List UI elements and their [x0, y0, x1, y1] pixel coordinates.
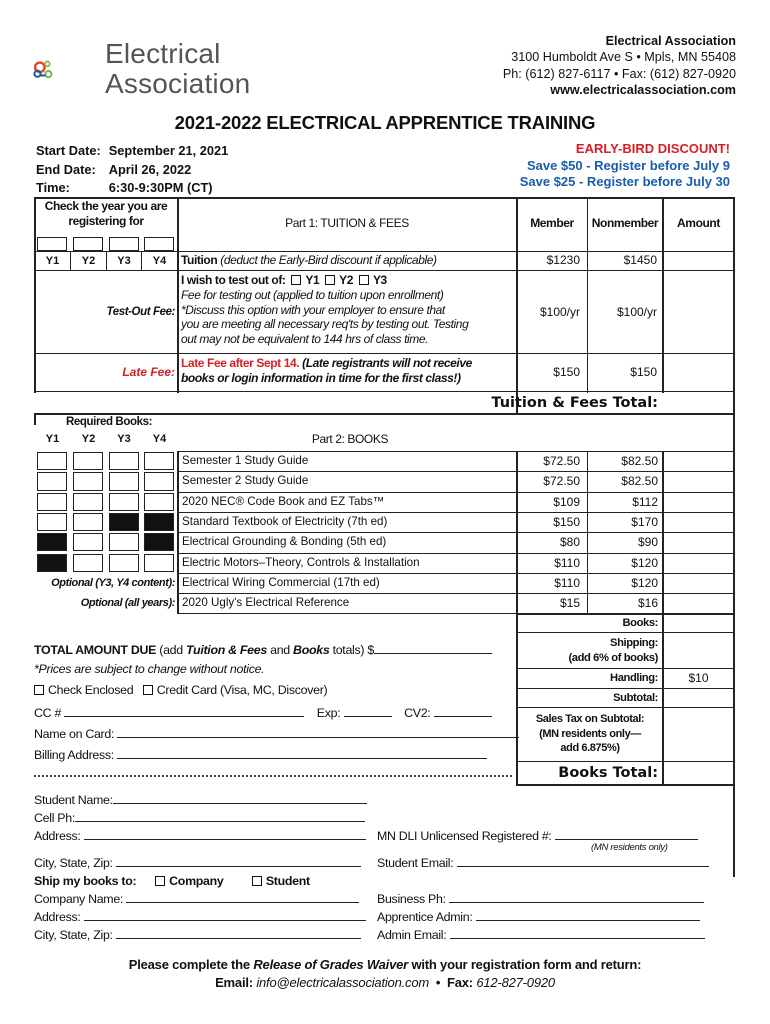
- book-amount-field[interactable]: [664, 533, 733, 551]
- check-enclosed-label: Check Enclosed: [48, 683, 134, 697]
- book-year-blocked: [109, 513, 139, 531]
- name-on-card-label: Name on Card:: [34, 727, 115, 741]
- testout-amount-field[interactable]: [664, 272, 733, 352]
- book-amount-field[interactable]: [664, 493, 733, 511]
- company-city-line: [34, 927, 361, 943]
- dli-field[interactable]: [555, 828, 698, 840]
- ship-company-checkbox[interactable]: [155, 876, 165, 886]
- tuition-row-text: [181, 253, 515, 268]
- optional-member-price: $15: [559, 596, 580, 611]
- total-due-label: TOTAL AMOUNT DUE: [34, 643, 157, 657]
- student-address-label: Address:: [34, 829, 81, 843]
- testout-y3-label: Y3: [372, 273, 387, 287]
- books-total-label: Books Total:: [558, 765, 658, 781]
- book-year-checkbox[interactable]: [73, 554, 103, 572]
- testout-discuss-1: *Discuss this option with your employer to ensure that: [181, 302, 445, 317]
- book-nonmember-price: $90: [637, 535, 658, 550]
- year1-checkbox[interactable]: [37, 237, 67, 251]
- optional-nonmember-price: $16: [637, 596, 658, 611]
- start-date-label: Start Date:: [36, 143, 101, 158]
- book-nonmember-price: $120: [631, 555, 658, 570]
- company-name-line: [34, 891, 359, 907]
- books-year-y2: Y2: [81, 433, 96, 445]
- book-member-price: $72.50: [543, 454, 580, 468]
- footer-fax-value: 612-827-0920: [476, 975, 555, 990]
- business-phone-field[interactable]: [449, 891, 704, 903]
- ship-company-label: Company: [169, 874, 224, 888]
- company-address-field[interactable]: [84, 909, 366, 921]
- book-year-checkbox[interactable]: [73, 452, 103, 470]
- book-nonmember-price: $112: [632, 494, 658, 509]
- sales-tax-line-2: (MN residents only—: [539, 727, 641, 740]
- books-year-y3: Y3: [117, 433, 131, 445]
- ship-student-label: Student: [265, 874, 310, 888]
- testout-y2-label: Y2: [339, 273, 354, 287]
- book-title: 2020 NEC® Code Book and EZ Tabs™: [182, 494, 385, 508]
- company-city-label: City, State, Zip:: [34, 928, 113, 942]
- total-due-and: and: [270, 643, 290, 657]
- admin-email-line: [377, 927, 705, 943]
- total-amount-due-line: [34, 642, 492, 658]
- book-year-checkbox[interactable]: [109, 452, 139, 470]
- billing-address-line: [34, 747, 487, 763]
- testout-discuss-2: you are meeting all necessary req'ts by testing out. Testing: [181, 317, 469, 332]
- testout-fee-label: Test-Out Fee:: [106, 306, 175, 318]
- logo-wordmark: [105, 39, 250, 99]
- late-fee-red-text: Late Fee after Sept 14.: [181, 356, 300, 370]
- book-title: Standard Textbook of Electricity (7th ed): [182, 514, 388, 528]
- book-year-checkbox[interactable]: [73, 513, 103, 531]
- org-address: 3100 Humboldt Ave S • Mpls, MN 55408: [511, 50, 736, 65]
- year-label-y3: Y3: [117, 255, 131, 267]
- org-phone-fax: Ph: (612) 827-6117 • Fax: (612) 827-0920: [502, 66, 736, 81]
- billing-address-label: Billing Address:: [34, 748, 114, 762]
- year-label-y1: Y1: [45, 255, 60, 267]
- testout-y3-checkbox[interactable]: [359, 275, 369, 285]
- subtotal-label: Subtotal:: [613, 692, 658, 704]
- testout-discuss-3: out may not be equivalent to 144 hrs of class time.: [181, 332, 429, 347]
- late-fee-label: Late Fee:: [122, 365, 175, 379]
- credit-card-label: Credit Card (Visa, MC, Discover): [156, 683, 328, 697]
- tuition-amount-field[interactable]: [664, 253, 733, 269]
- required-books-label: Required Books:: [66, 416, 153, 428]
- student-city-label: City, State, Zip:: [34, 856, 113, 870]
- footer-email-link[interactable]: info@electricalassociation.com: [256, 975, 429, 990]
- part2-header: Part 2: BOOKS: [311, 432, 389, 446]
- student-email-line: [377, 855, 709, 871]
- late-fee-note-1: (Late registrants will not receive: [302, 356, 472, 370]
- year-label-y4: Y4: [152, 255, 167, 267]
- footer-fax-label: Fax:: [447, 975, 473, 990]
- books-year-y1: Y1: [45, 433, 60, 445]
- book-title: Semester 1 Study Guide: [182, 454, 309, 467]
- book-member-price: $110: [554, 555, 580, 570]
- shipping-note: (add 6% of books): [568, 652, 658, 664]
- exp-field[interactable]: [344, 705, 392, 717]
- year3-checkbox[interactable]: [109, 237, 139, 251]
- exp-label: Exp:: [316, 706, 341, 720]
- footer-waiver: Release of Grades Waiver: [253, 957, 409, 972]
- footer-line1-a: Please complete the: [128, 957, 250, 972]
- testout-y2-checkbox[interactable]: [325, 275, 335, 285]
- payment-method-line: [34, 682, 327, 698]
- tuition-member-price: $1230: [546, 253, 580, 267]
- apprentice-admin-label: Apprentice Admin:: [377, 910, 473, 924]
- late-fee-note-2: books or login information in time for the first class!): [181, 370, 461, 385]
- discount-line-2: Save $25 - Register before July 30: [519, 174, 730, 189]
- book-year-blocked: [144, 513, 174, 531]
- optional-book-title: Electrical Wiring Commercial (17th ed): [182, 575, 380, 589]
- book-member-price: $109: [553, 494, 580, 509]
- early-bird-discount: [520, 141, 730, 191]
- book-year-checkbox[interactable]: [109, 554, 139, 572]
- amount-col-header: Amount: [677, 216, 720, 230]
- optional-book-title: 2020 Ugly's Electrical Reference: [182, 596, 350, 610]
- optional-amount-field[interactable]: [664, 594, 733, 612]
- book-year-checkbox[interactable]: [144, 554, 174, 572]
- time-label: Time:: [36, 180, 70, 195]
- ship-books-label: Ship my books to:: [34, 874, 137, 888]
- books-col-rule: [587, 451, 588, 613]
- tuition-fees-total-field[interactable]: [664, 393, 733, 413]
- book-year-blocked: [37, 533, 67, 551]
- book-year-checkbox[interactable]: [37, 513, 67, 531]
- admin-email-label: Admin Email:: [377, 928, 447, 942]
- book-year-checkbox[interactable]: [109, 533, 139, 551]
- testout-member-price: $100/yr: [539, 305, 580, 319]
- footer-line1-b: with your registration form and return:: [411, 957, 642, 972]
- optional-amount-field[interactable]: [664, 574, 733, 592]
- handling-label: Handling:: [610, 672, 658, 684]
- testout-row-text: [181, 273, 515, 347]
- sales-tax-label: [518, 712, 662, 756]
- cc-number-field[interactable]: [64, 705, 304, 717]
- admin-email-field[interactable]: [450, 927, 705, 939]
- nonmember-col-header: Nonmember: [591, 216, 659, 230]
- ship-books-line: [34, 873, 310, 889]
- book-year-checkbox[interactable]: [144, 493, 174, 511]
- late-amount-field[interactable]: [664, 355, 733, 391]
- handling-value: $10: [688, 671, 709, 685]
- footer-instructions: Please complete the Release of Grades Waiver with your registration form and return: Email: info@electricalassociation.com • Fax: 612-827-0920: [128, 957, 642, 990]
- cc-label: CC #: [34, 706, 62, 720]
- end-date-value: April 26, 2022: [108, 161, 192, 177]
- book-nonmember-price: $82.50: [621, 454, 658, 468]
- cell-phone-label: Cell Ph:: [34, 811, 75, 825]
- student-email-field[interactable]: [457, 855, 709, 867]
- name-on-card-field[interactable]: [117, 726, 519, 738]
- member-col-header: Member: [530, 216, 574, 230]
- student-address-line: [34, 828, 366, 844]
- discount-line-1: Save $50 - Register before July 9: [526, 157, 730, 173]
- cv2-field[interactable]: [434, 705, 492, 717]
- optional-member-price: $110: [554, 575, 580, 590]
- year4-checkbox[interactable]: [144, 237, 174, 251]
- end-date-label: End Date:: [36, 161, 96, 177]
- tuition-label: Tuition: [181, 253, 218, 267]
- check-year-header: Check the year you are registering for: [44, 199, 168, 228]
- business-phone-label: Business Ph:: [377, 892, 446, 906]
- apprentice-admin-line: [377, 909, 700, 925]
- start-date-value: September 21, 2021: [108, 143, 229, 158]
- company-name-field[interactable]: [126, 891, 359, 903]
- book-year-checkbox[interactable]: [37, 472, 67, 490]
- book-amount-field[interactable]: [664, 452, 733, 470]
- optional-label: Optional (all years):: [80, 597, 175, 610]
- book-year-checkbox[interactable]: [109, 472, 139, 490]
- book-nonmember-price: $170: [631, 514, 658, 529]
- student-city-field[interactable]: [116, 855, 361, 867]
- books-total-field[interactable]: [664, 763, 733, 783]
- total-due-em1: Tuition & Fees: [186, 643, 267, 657]
- cc-line: [34, 705, 492, 721]
- sales-tax-line-3: add 6.875%): [560, 742, 620, 754]
- check-enclosed-checkbox[interactable]: [34, 685, 44, 695]
- course-dates: [34, 141, 236, 199]
- dli-label: MN DLI Unlicensed Registered #:: [377, 829, 552, 843]
- books-subtotal-label: Books:: [622, 617, 658, 629]
- book-title: Semester 2 Study Guide: [182, 474, 309, 488]
- shipping-label: Shipping:: [610, 637, 658, 649]
- billing-address-field[interactable]: [117, 747, 487, 759]
- cut-line-divider: [34, 775, 512, 777]
- student-address-field[interactable]: [84, 828, 366, 840]
- discount-heading: EARLY-BIRD DISCOUNT!: [575, 141, 730, 156]
- book-year-checkbox[interactable]: [37, 452, 67, 470]
- org-website[interactable]: www.electricalassociation.com: [550, 83, 736, 98]
- book-title: Electrical Grounding & Bonding (5th ed): [182, 535, 387, 549]
- student-email-label: Student Email:: [377, 856, 454, 870]
- student-name-field[interactable]: [113, 792, 367, 804]
- student-name-label: Student Name:: [34, 793, 113, 807]
- dli-note: (MN residents only): [591, 842, 668, 853]
- book-year-blocked: [37, 554, 67, 572]
- book-year-blocked: [144, 533, 174, 551]
- book-year-checkbox[interactable]: [73, 533, 103, 551]
- testout-y1-checkbox[interactable]: [291, 275, 301, 285]
- cell-phone-field[interactable]: [75, 810, 365, 822]
- testout-fee-note: Fee for testing out (applied to tuition upon enrollment): [181, 287, 444, 302]
- late-member-price: $150: [553, 365, 580, 379]
- testout-intro: I wish to test out of:: [181, 273, 286, 287]
- ship-student-checkbox[interactable]: [252, 876, 262, 886]
- book-year-checkbox[interactable]: [144, 452, 174, 470]
- book-year-checkbox[interactable]: [73, 472, 103, 490]
- total-due-field[interactable]: [374, 642, 492, 654]
- book-member-price: $80: [559, 535, 580, 550]
- book-title: Electric Motors–Theory, Controls & Installation: [182, 555, 420, 569]
- books-amount-field[interactable]: [664, 615, 733, 631]
- business-phone-line: [377, 891, 704, 907]
- book-amount-field[interactable]: [664, 554, 733, 572]
- credit-card-checkbox[interactable]: [143, 685, 153, 695]
- time-value: 6:30-9:30PM (CT): [108, 180, 213, 195]
- sales-tax-amount-field[interactable]: [664, 708, 733, 760]
- cv2-label: CV2:: [404, 706, 431, 720]
- book-year-checkbox[interactable]: [37, 493, 67, 511]
- book-member-price: $72.50: [543, 474, 580, 489]
- late-nonmember-price: $150: [630, 365, 657, 379]
- year-label-y2: Y2: [81, 255, 96, 267]
- tuition-note: (deduct the Early-Bird discount if applicable): [220, 253, 437, 267]
- testout-y1-label: Y1: [305, 273, 320, 287]
- company-address-label: Address:: [34, 910, 81, 924]
- company-name-label: Company Name:: [34, 892, 124, 906]
- logo-line-2: Association: [105, 68, 251, 99]
- sales-tax-line-1: Sales Tax on Subtotal:: [535, 713, 645, 725]
- book-nonmember-price: $82.50: [621, 474, 658, 489]
- cell-phone-line: [34, 810, 365, 826]
- logo-line-1: Electrical: [105, 38, 221, 69]
- shipping-amount-field[interactable]: [664, 633, 733, 667]
- year2-checkbox[interactable]: [73, 237, 103, 251]
- part1-header: Part 1: TUITION & FEES: [285, 216, 409, 230]
- book-year-checkbox[interactable]: [73, 493, 103, 511]
- book-year-checkbox[interactable]: [144, 472, 174, 490]
- document-title: 2021-2022 ELECTRICAL APPRENTICE TRAINING: [174, 112, 596, 133]
- total-due-end: totals) $: [332, 643, 374, 657]
- book-year-checkbox[interactable]: [109, 493, 139, 511]
- company-city-field[interactable]: [116, 927, 361, 939]
- apprentice-admin-field[interactable]: [476, 909, 700, 921]
- footer-email-label: Email:: [215, 975, 253, 990]
- book-amount-field[interactable]: [664, 513, 733, 531]
- book-member-price: $150: [553, 514, 580, 529]
- testout-nonmember-price: $100/yr: [616, 305, 657, 319]
- subtotal-amount-field[interactable]: [664, 689, 733, 706]
- books-year-y4: Y4: [152, 433, 167, 445]
- late-fee-text: [181, 356, 515, 386]
- association-logo: [32, 36, 107, 102]
- total-due-mid: (add: [159, 643, 183, 657]
- org-name: Electrical Association: [605, 34, 736, 48]
- book-amount-field[interactable]: [664, 472, 733, 490]
- student-name-line: [34, 792, 367, 808]
- name-on-card-line: [34, 726, 519, 742]
- optional-nonmember-price: $120: [631, 575, 658, 590]
- student-city-line: [34, 855, 361, 871]
- optional-label: Optional (Y3, Y4 content):: [51, 576, 175, 589]
- tuition-nonmember-price: $1450: [623, 253, 657, 267]
- tuition-fees-total-label: Tuition & Fees Total:: [491, 395, 658, 411]
- total-due-em2: Books: [293, 643, 330, 657]
- company-address-line: [34, 909, 366, 925]
- org-contact-block: [503, 33, 736, 99]
- prices-note: *Prices are subject to change without notice.: [34, 662, 265, 676]
